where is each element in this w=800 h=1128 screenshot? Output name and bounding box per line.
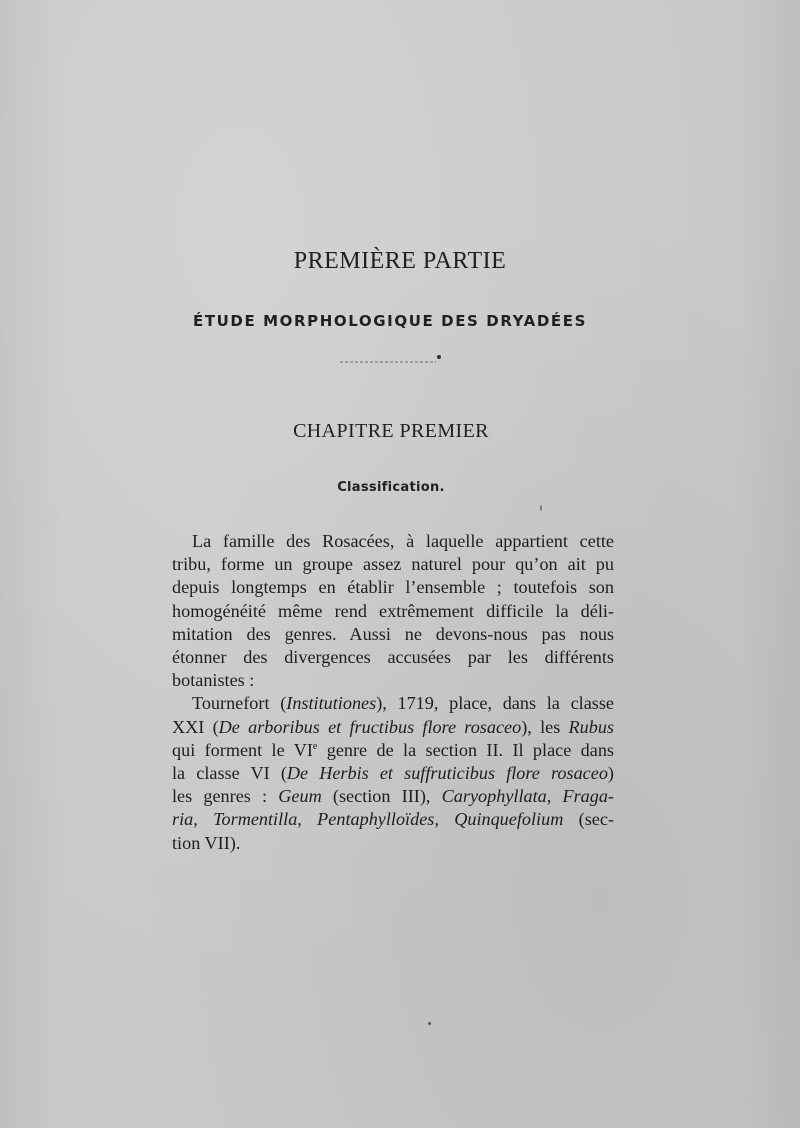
paper-speck (428, 1022, 431, 1025)
text-line: botanistes : (172, 670, 255, 691)
text-line (172, 739, 614, 762)
text-run: ), les (521, 716, 569, 737)
chapter-title: CHAPITRE PREMIER (293, 420, 489, 442)
paper-speck (540, 505, 542, 511)
text-line (172, 785, 614, 808)
ornament-divider (340, 354, 442, 364)
part-subtitle: ÉTUDE MORPHOLOGIQUE DES DRYADÉES (192, 312, 588, 330)
text-line: tribu, forme un groupe assez naturel pour qu’on ait pu (172, 554, 614, 575)
italic-genus: Rubus (568, 716, 614, 737)
part-title: PREMIÈRE PARTIE (293, 248, 507, 274)
text-run: (sec- (563, 809, 614, 830)
italic-genus: Geum (278, 786, 322, 807)
italic-title: Institutiones (286, 693, 377, 714)
text-run: XXI ( (172, 716, 219, 737)
text-line: étonner des divergences accusées par les différents (172, 647, 614, 668)
text-run: la classe VI ( (172, 763, 287, 784)
section-title: Classification. (337, 480, 445, 495)
italic-genus: Caryophyllata, Fraga- (441, 786, 614, 807)
italic-genus: ria, Tormentilla, Pentaphylloïdes, Quinquefolium (172, 809, 564, 830)
text-line: La famille des Rosacées, à laquelle appartient cette (192, 531, 614, 551)
text-line: mitation des genres. Aussi ne devons-nous pas nous (172, 623, 614, 644)
text-line: homogénéité même rend extrêmement difficile la déli- (172, 600, 614, 621)
superscript: e (312, 740, 318, 752)
text-run: les genres : (172, 786, 279, 807)
text-line (172, 808, 614, 831)
text-line: depuis longtemps en établir l’ensemble ; toutefois son (172, 577, 614, 598)
text-run: (section III), (321, 786, 442, 807)
text-line (172, 762, 614, 785)
text-line (172, 716, 614, 739)
text-run: ), 1719, place, dans la classe (376, 693, 614, 714)
text-line (172, 692, 614, 715)
text-line: tion VII). (172, 832, 241, 853)
text-run: ) (607, 763, 614, 784)
italic-title: De arboribus et fructibus flore rosaceo (218, 716, 522, 737)
text-run: qui forment le VI (172, 739, 313, 760)
text-run: genre de la section II. Il place dans (317, 739, 614, 760)
text-run: Tournefort ( (192, 693, 287, 714)
body-text (172, 530, 614, 855)
italic-title: De Herbis et suffruticibus flore rosaceo (286, 763, 608, 784)
